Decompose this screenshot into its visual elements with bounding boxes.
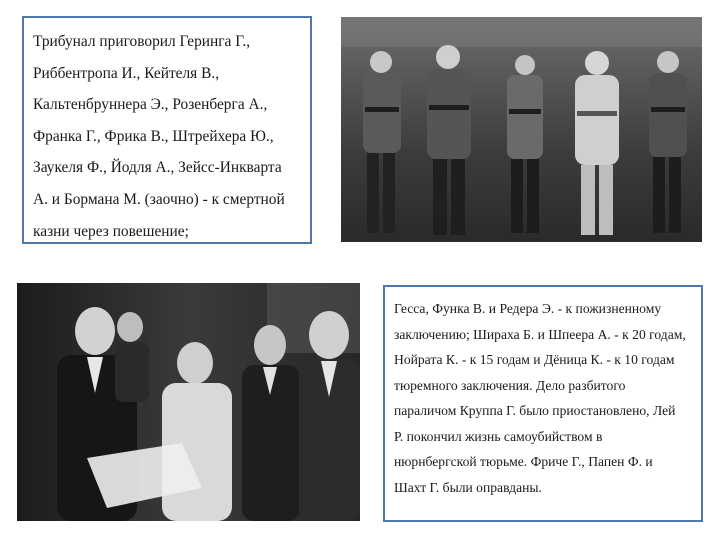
verdict-text-box-bottom [383,285,703,522]
verdict-line: Заукеля Ф., Йодля А., Зейсс-Инкварта [33,159,282,177]
verdict-line: Кальтенбруннера Э., Розенберга А., [33,96,268,114]
verdict-line: Гесса, Функа В. и Редера Э. - к пожизненному [394,301,662,316]
verdict-line: Франка Г., Фрика В., Штрейхера Ю., [33,127,274,145]
verdict-line: казни через повешение; [33,222,189,240]
photo-group-suits [17,283,360,521]
verdict-text-box-top [22,16,312,244]
verdict-line: Трибунал приговорил Геринга Г., [33,33,251,50]
verdict-line: А. и Бормана М. (заочно) - к смертной [33,190,285,208]
verdict-line: Шахт Г. были оправданы. [394,479,542,495]
verdict-line: Риббентропа И., Кейтеля В., [33,64,220,82]
verdict-line: нюрнбергской тюрьме. Фриче Г., Папен Ф. и [394,454,653,469]
verdict-line: Р. покончил жизнь самоубийством в [394,428,603,444]
verdict-line: заключению; Шираха Б. и Шпеера А. - к 20 годам, [394,326,686,342]
photo-group-uniforms [341,17,702,242]
verdict-line: Нойрата К. - к 15 годам и Дёница К. - к 10 годам [394,352,675,367]
verdict-line: параличом Круппа Г. было приостановлено, Лей [394,403,676,418]
verdict-line: тюремного заключения. Дело разбитого [394,377,626,393]
